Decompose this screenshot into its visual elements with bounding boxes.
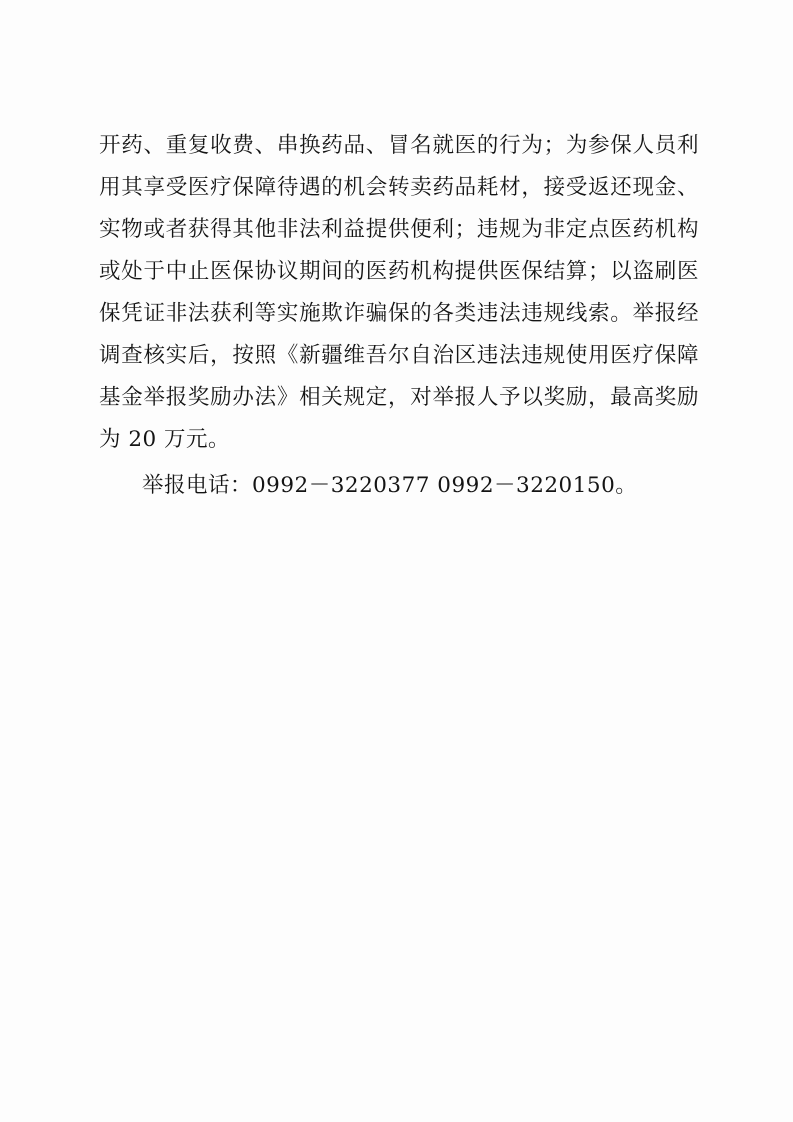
- paragraph-hotline-text: 举报电话：0992－3220377 0992－3220150。: [142, 473, 638, 498]
- paragraph-main-text: 开药、重复收费、串换药品、冒名就医的行为；为参保人员利用其享受医疗保障待遇的机会转卖药品耗材，接受返还现金、实物或者获得其他非法利益提供便利；违规为非定点医药机构或处于中止医保协议期间的医药机构提供医保结算；以盗刷医保凭证非法获利等实施欺诈骗保的各类违法违规线索。举报经调查核实后，按照《新疆维吾尔自治区违法违规使用医疗保障基金举报奖励办法》相关规定，对举报人予以奖励，最高奖励为 20 万元。: [99, 133, 699, 452]
- document-body: [99, 125, 699, 507]
